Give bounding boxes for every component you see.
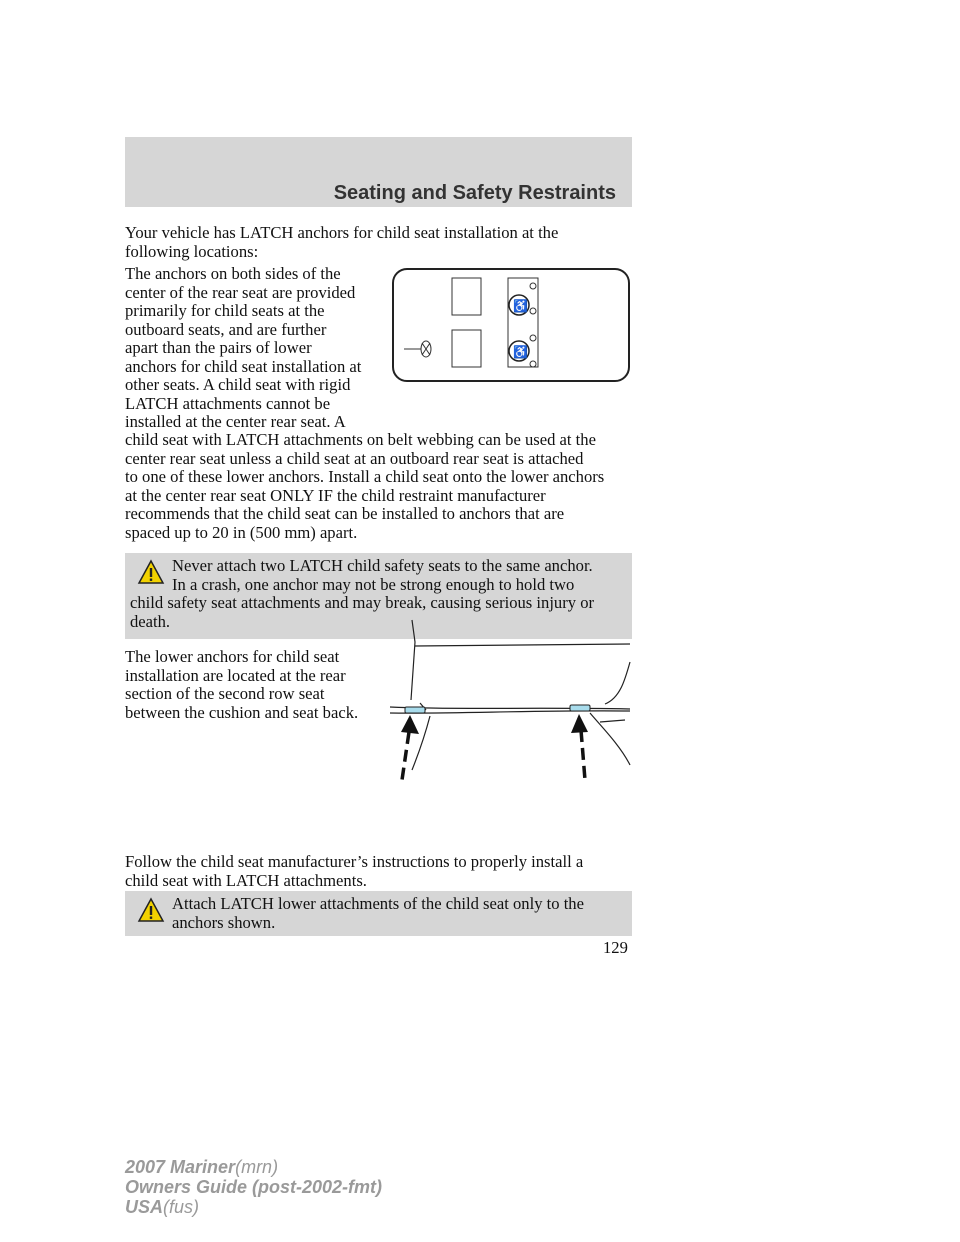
warning-triangle-icon bbox=[137, 559, 165, 585]
arrow-dashed bbox=[581, 730, 585, 780]
warning-text-continued: child safety seat attachments and may break, causing serious injury or death. bbox=[130, 593, 595, 631]
footer-region: USA bbox=[125, 1197, 164, 1217]
section-title: Seating and Safety Restraints bbox=[333, 182, 616, 204]
arrow-dashed bbox=[402, 732, 409, 780]
instructions-paragraph: Follow the child seat manufacturer’s instructions to properly install a child seat with LATCH attachments. bbox=[125, 852, 584, 890]
arrow-head bbox=[571, 714, 588, 733]
footer-guide: Owners Guide (post-2002-fmt) bbox=[125, 1177, 383, 1197]
footer bbox=[125, 1157, 382, 1217]
anchor-marker bbox=[570, 705, 590, 711]
lower-anchor-diagram bbox=[380, 610, 640, 790]
anchor-paragraph-bottom: child seat with LATCH attachments on belt webbing can be used at the center rear seat unless a child seat at an outboard rear seat is attached to one of these lower anchors. Install a child seat onto the lower anchors at the center rear seat ONLY IF the child restraint manufacturer recommends that the child seat can be installed to anchors that are spaced up to 20 in (500 mm) apart. bbox=[125, 430, 605, 542]
arrow-head bbox=[401, 715, 419, 734]
seat-layout-diagram bbox=[392, 268, 630, 382]
section-header bbox=[125, 137, 632, 207]
anchor-marker bbox=[405, 707, 425, 713]
page-number: 129 bbox=[603, 938, 628, 957]
warning-text: Attach LATCH lower attachments of the child seat only to the anchors shown. bbox=[172, 894, 584, 932]
child-seat-icon bbox=[509, 295, 529, 315]
lower-anchor-paragraph: The lower anchors for child seat installation are located at the rear section of the second row seat between the cushion and seat back. bbox=[125, 647, 359, 722]
intro-paragraph: Your vehicle has LATCH anchors for child seat installation at the following locations: bbox=[125, 223, 559, 261]
anchor-paragraph-top: The anchors on both sides of the center of the rear seat are provided primarily for child seats at the outboard seats, and are further apart than the pairs of lower anchors for child seat installation at other seats. A child seat with rigid LATCH attachments cannot be installed at the center rear seat. A bbox=[125, 264, 362, 431]
svg-text:♿: ♿ bbox=[513, 299, 528, 313]
warning-box bbox=[125, 891, 632, 936]
footer-model-code: (mrn) bbox=[235, 1157, 279, 1177]
warning-triangle-icon bbox=[137, 897, 165, 923]
child-seat-icon bbox=[509, 341, 529, 361]
warning-text: Never attach two LATCH child safety seats to the same anchor. In a crash, one anchor may not be strong enough to hold two bbox=[172, 556, 593, 594]
footer-model: 2007 Mariner bbox=[125, 1157, 236, 1177]
footer-region-code: (fus) bbox=[163, 1197, 200, 1217]
svg-text:♿: ♿ bbox=[513, 345, 528, 359]
